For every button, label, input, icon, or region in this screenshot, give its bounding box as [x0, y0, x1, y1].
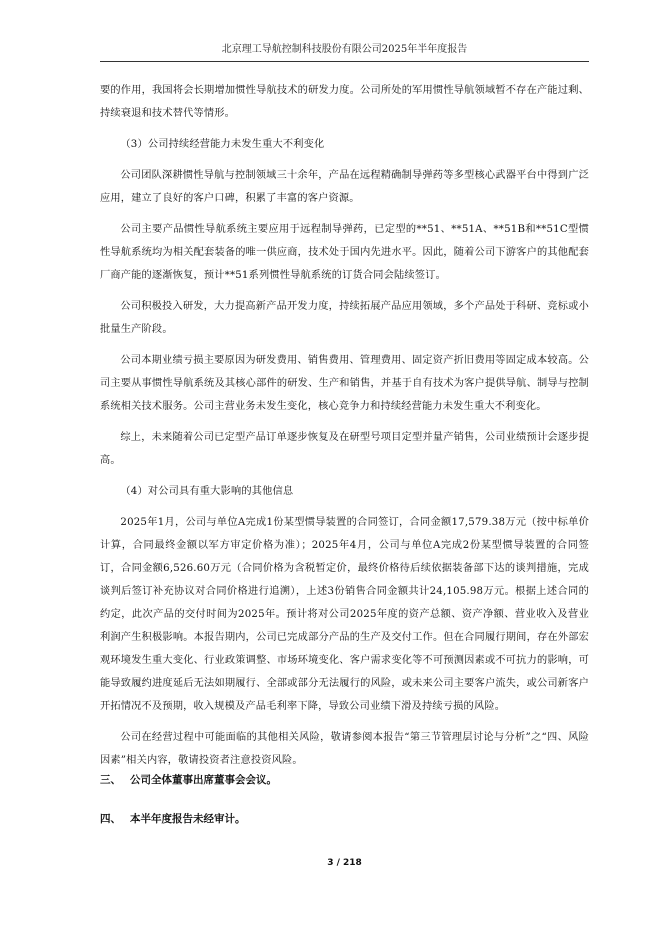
subheading-other-info: （4）对公司具有重大影响的其他信息	[120, 486, 294, 497]
page-header: 北京理工导航控制科技股份有限公司2025年半年度报告	[221, 44, 468, 55]
paragraph-contracts: 2025年1月，公司与单位A完成1份某型惯导装置的合同签订，合同金额17,579.38万元（按中标单价计算，合同最终金额以军方审定价格为准）；2025年4月，公司与单位A完成2份某型惯导装置的合同签订，合同金额6,526.60万元（合同价格为含税暂定价，最终价格待后续依据装备部下达的谈判措施，完成谈判后签订补充协议对合同价格进行追溯），上述3份销售合同金额共计24,105.98万元。根据上述合同的约定，此次产品的交付时间为2025年。预计将对公司2025年度的资产总额、资产净额、营业收入及营业利润产生积极影响。本报告期内，公司已完成部分产品的生产及交付工作。但在合同履行期间，存在外部宏观环境发生重大变化、行业政策调整、市场环境变化、客户需求变化等不可预测因素或不可抗力的影响，可能导致履约进度延后无法如期履行、全部或部分无法履行的风险，或未来公司主要客户流失，或公司新客户开拓情况不及预期，收入规模及产品毛利率下降，导致公司业绩下滑及持续亏损的风险。	[100, 517, 589, 712]
subheading-continuing-operations: （3）公司持续经营能力未发生重大不利变化	[120, 139, 325, 150]
paragraph-rnd-investment: 公司积极投入研发，大力提高新产品开发力度，持续拓展产品应用领域，多个产品处于科研、竞标或小批量生产阶段。	[100, 301, 589, 335]
section-number: 四、	[100, 813, 121, 825]
section-text: 公司全体董事出席董事会会议。	[130, 774, 277, 786]
page-number: 3 / 218	[327, 858, 362, 868]
section-three	[100, 773, 589, 787]
paragraph-team-experience: 公司团队深耕惯性导航与控制领域三十余年，产品在远程精确制导弹药等多型核心武器平台中得到广泛应用，建立了良好的客户口碑，积累了丰富的客户资源。	[100, 170, 589, 204]
paragraph-loss-reason: 公司本期业绩亏损主要原因为研发费用、销售费用、管理费用、固定资产折旧费用等固定成本较高。公司主要从事惯性导航系统及其核心部件的研发、生产和销售，并基于自有技术为客户提供导航、制导与控制系统相关技术服务。公司主营业务未发生变化，核心竞争力和持续经营能力未发生重大不利变化。	[100, 355, 589, 412]
section-four	[100, 812, 589, 826]
header-divider	[100, 61, 589, 62]
report-body	[100, 79, 589, 780]
paragraph-continuation: 要的作用，我国将会长期增加惯性导航技术的研发力度。公司所处的军用惯性导航领域暂不存在产能过剩、持续衰退和技术替代等情形。	[100, 85, 589, 119]
paragraph-risk-notice: 公司在经营过程中可能面临的其他相关风险，敬请参阅本报告“第三节管理层讨论与分析”之“四、风险因素”相关内容，敬请投资者注意投资风险。	[100, 732, 589, 766]
section-number: 三、	[100, 774, 121, 786]
paragraph-main-products: 公司主要产品惯性导航系统主要应用于远程制导弹药，已定型的**51、**51A、**51B和**51C型惯性导航系统均为相关配套装备的唯一供应商，技术处于国内先进水平。因此，随着公司下游客户的其他配套厂商产能的逐渐恢复，预计**51系列惯性导航系统的订货合同会陆续签订。	[100, 224, 589, 281]
section-text: 本半年度报告未经审计。	[130, 813, 246, 825]
paragraph-summary: 综上，未来随着公司已定型产品订单逐步恢复及在研型号项目定型并量产销售，公司业绩预计会逐步提高。	[100, 432, 589, 466]
